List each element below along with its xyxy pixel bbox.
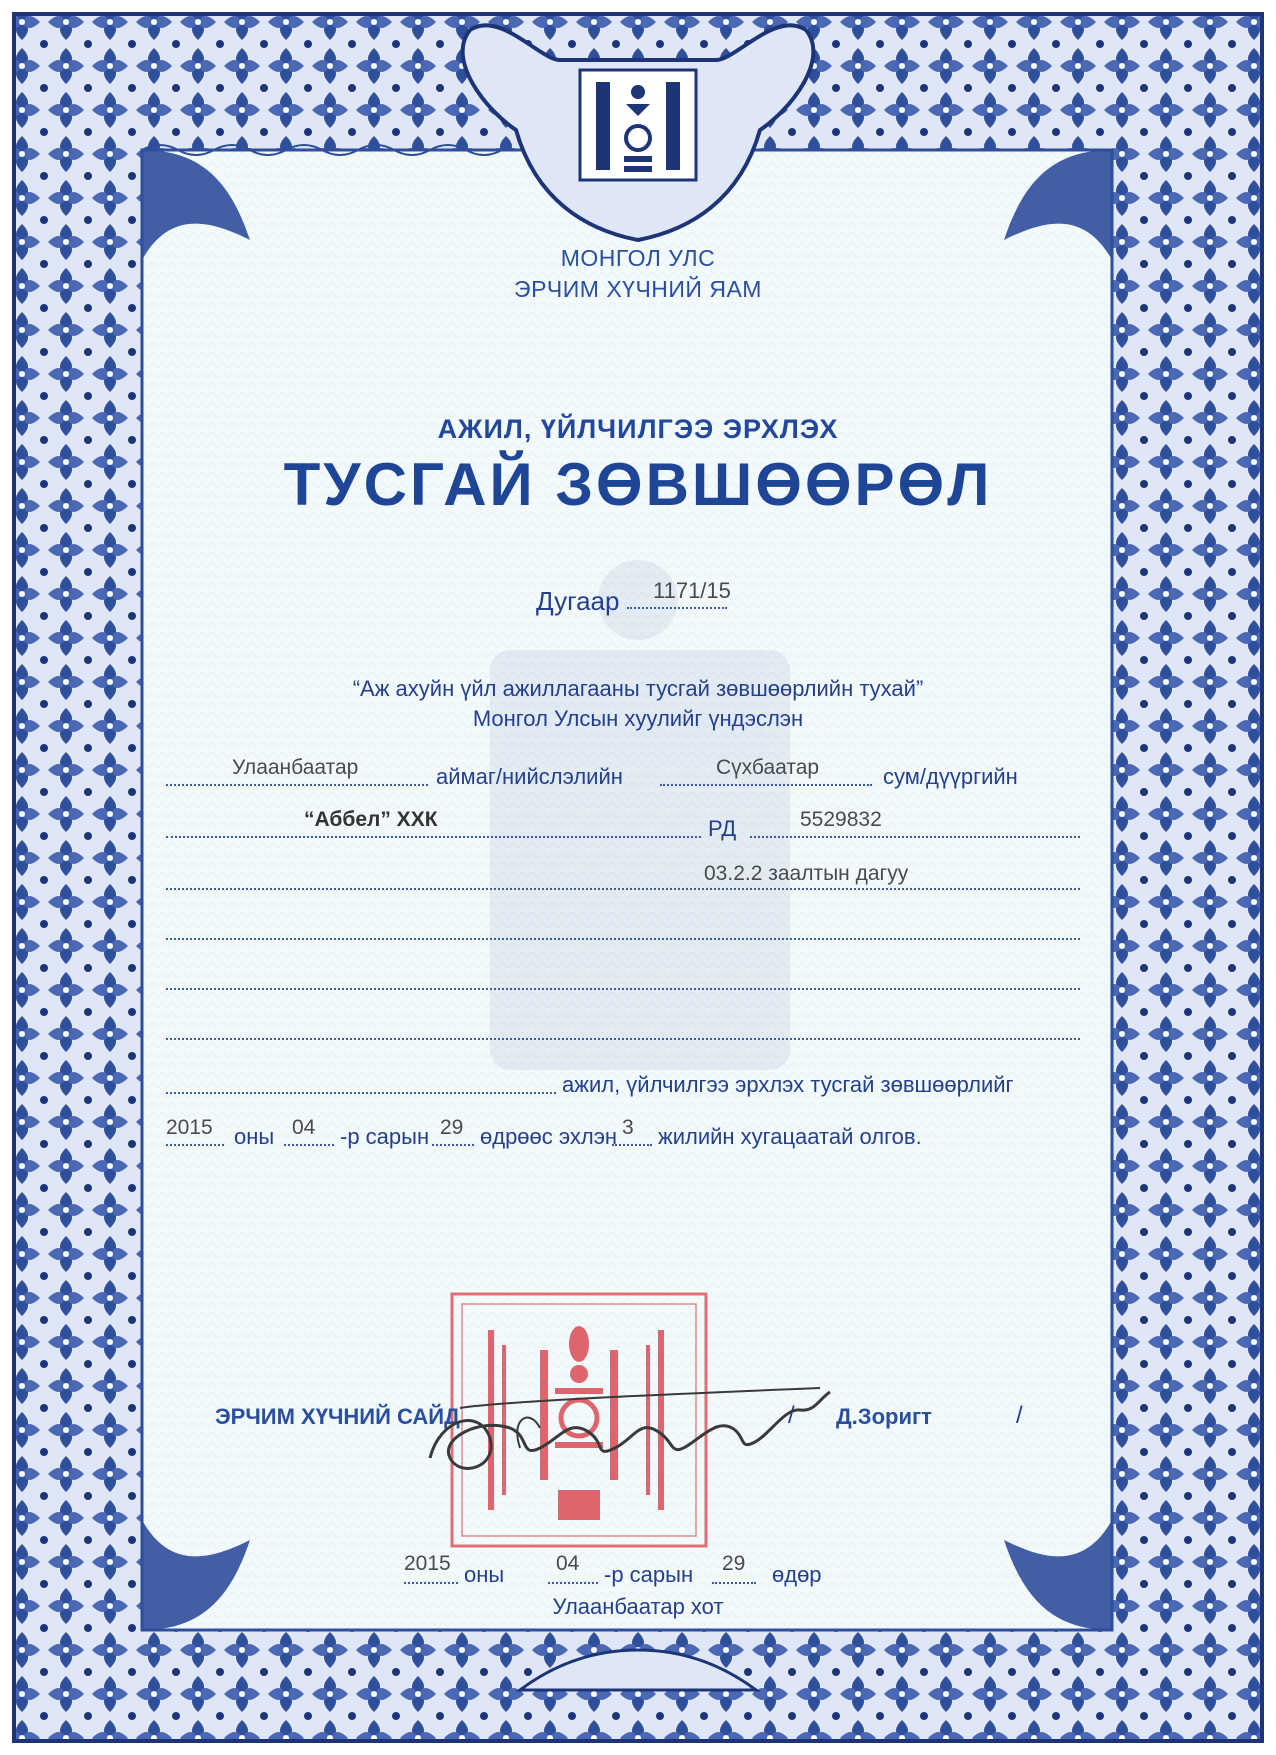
signatory-name: Д.Зоригт bbox=[836, 1404, 932, 1429]
rd-value: 5529832 bbox=[800, 808, 882, 831]
validity-years-suffix: жилийн хугацаатай олгов. bbox=[658, 1124, 922, 1149]
issued-year: 2015 bbox=[404, 1552, 451, 1575]
aimag-label: аймаг/нийслэлийн bbox=[436, 764, 623, 789]
validity-years: 3 bbox=[622, 1116, 634, 1139]
issued-year-suffix: оны bbox=[464, 1562, 505, 1587]
validity-year: 2015 bbox=[166, 1116, 213, 1139]
validity-month: 04 bbox=[292, 1116, 316, 1139]
number-label: Дугаар bbox=[536, 586, 620, 616]
rd-label: РД bbox=[708, 816, 737, 841]
blank-line bbox=[166, 938, 1080, 940]
blank-line bbox=[166, 1038, 1080, 1040]
license-title: ТУСГАЙ ЗӨВШӨӨРӨЛ bbox=[283, 451, 993, 518]
issued-day: 29 bbox=[722, 1552, 746, 1575]
country-name: МОНГОЛ УЛС bbox=[560, 245, 716, 271]
validity-year-suffix: оны bbox=[234, 1124, 275, 1149]
number-value: 1171/15 bbox=[653, 578, 731, 603]
issued-day-suffix: өдөр bbox=[772, 1562, 822, 1587]
sum-value: Сүхбаатар bbox=[716, 756, 820, 779]
signature-slash: / bbox=[788, 1402, 795, 1429]
sum-label: сум/дүүргийн bbox=[883, 764, 1018, 789]
handwritten-signature bbox=[420, 1378, 840, 1488]
preamble-law-title: “Аж ахуйн үйл ажиллагааны тусгай зөвшөөрлийн тухай” bbox=[352, 676, 924, 701]
signatory-title: ЭРЧИМ ХҮЧНИЙ САЙД bbox=[215, 1404, 460, 1429]
validity-day-suffix: өдрөөс эхлэн bbox=[480, 1124, 618, 1149]
issued-month-suffix: -р сарын bbox=[604, 1562, 694, 1587]
signature-slash-end: / bbox=[1016, 1402, 1023, 1429]
validity-month-suffix: -р сарын bbox=[340, 1124, 430, 1149]
company-name: “Аббел” ХХК bbox=[304, 808, 438, 831]
issued-month: 04 bbox=[556, 1552, 580, 1575]
ministry-name: ЭРЧИМ ХҮЧНИЙ ЯАМ bbox=[514, 276, 762, 302]
blank-line bbox=[166, 988, 1080, 990]
aimag-value: Улаанбаатар bbox=[232, 756, 359, 779]
issued-city: Улаанбаатар хот bbox=[552, 1594, 724, 1619]
license-subtitle: АЖИЛ, ҮЙЛЧИЛГЭЭ ЭРХЛЭХ bbox=[437, 414, 839, 444]
validity-day: 29 bbox=[440, 1116, 464, 1139]
grant-text: ажил, үйлчилгээ эрхлэх тусгай зөвшөөрлийг bbox=[562, 1072, 1014, 1097]
preamble-basis: Монгол Улсын хуулийг үндэслэн bbox=[472, 706, 804, 731]
clause-reference: 03.2.2 заалтын дагуу bbox=[704, 862, 909, 885]
